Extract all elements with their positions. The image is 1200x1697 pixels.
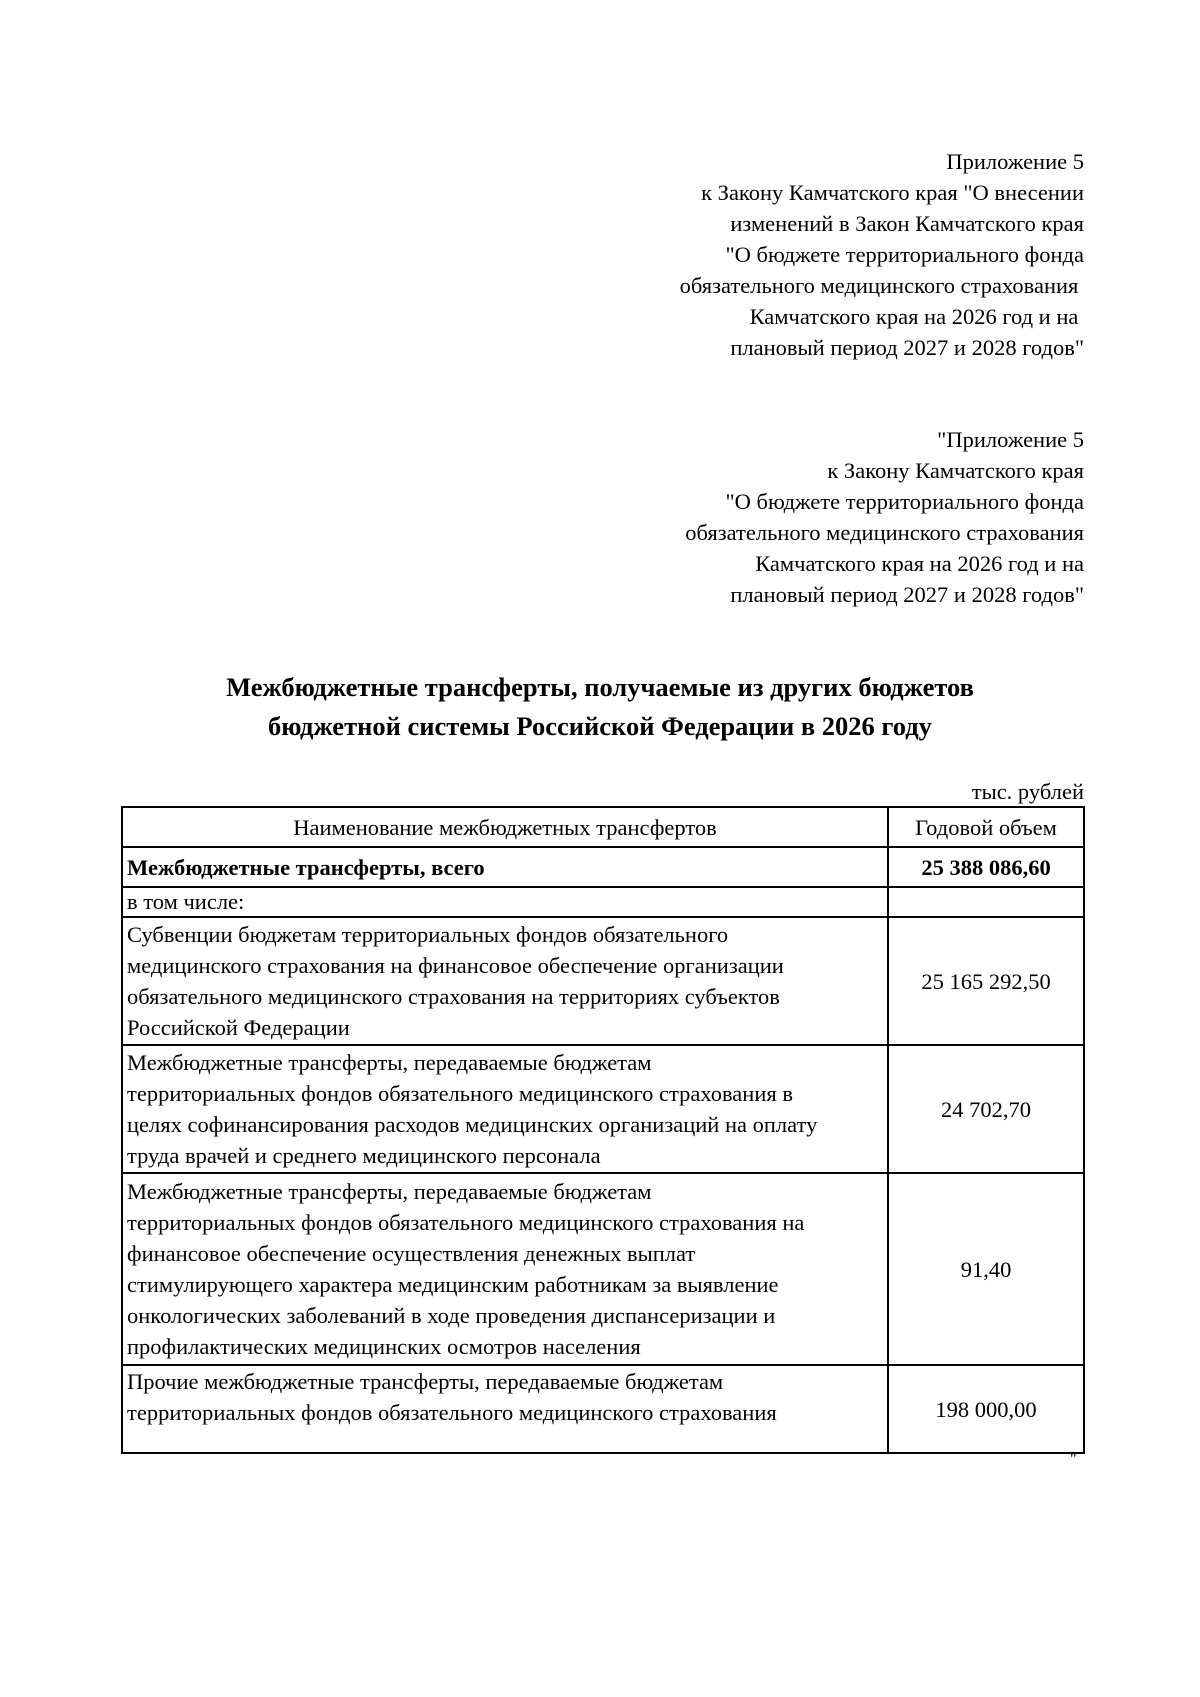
units-label: тыс. рублей bbox=[971, 779, 1084, 804]
table-row bbox=[122, 1173, 1084, 1365]
table-total-row bbox=[122, 847, 1084, 887]
appendix-original-heading bbox=[685, 424, 1084, 610]
heading-line: плановый период 2027 и 2028 годов" bbox=[730, 335, 1084, 360]
cell-line: Межбюджетные трансферты, передаваемые бюджетам bbox=[127, 1050, 652, 1075]
table-row bbox=[122, 1045, 1084, 1173]
heading-line: Приложение 5 bbox=[946, 149, 1084, 174]
table-row bbox=[122, 917, 1084, 1045]
cell-line: финансовое обеспечение осуществления денежных выплат bbox=[127, 1241, 696, 1266]
heading-line: обязательного медицинского страхования bbox=[679, 273, 1084, 298]
title-line: Межбюджетные трансферты, получаемые из других бюджетов bbox=[226, 672, 974, 702]
subheader-cell: в том числе: bbox=[122, 887, 888, 917]
total-name-cell: Межбюджетные трансферты, всего bbox=[122, 847, 888, 887]
row-name-cell bbox=[122, 1365, 888, 1453]
column-header-name: Наименование межбюджетных трансфертов bbox=[122, 807, 888, 847]
heading-line: обязательного медицинского страхования bbox=[685, 520, 1084, 545]
cell-line: профилактических медицинских осмотров населения bbox=[127, 1334, 641, 1359]
heading-line: к Закону Камчатского края bbox=[827, 458, 1084, 483]
title-line: бюджетной системы Российской Федерации в 2026 году bbox=[268, 711, 932, 741]
heading-line: "О бюджете территориального фонда bbox=[725, 242, 1084, 267]
cell-line: целях софинансирования расходов медицинских организаций на оплату bbox=[127, 1112, 818, 1137]
table-header-row bbox=[122, 807, 1084, 847]
cell-line: территориальных фондов обязательного медицинского страхования в bbox=[127, 1081, 793, 1106]
heading-line: Камчатского края на 2026 год и на bbox=[755, 551, 1084, 576]
cell-line: обязательного медицинского страхования на территориях субъектов bbox=[127, 984, 780, 1009]
cell-line: Российской Федерации bbox=[127, 1015, 350, 1040]
cell-line: Субвенции бюджетам территориальных фондов обязательного bbox=[127, 922, 729, 947]
heading-line: изменений в Закон Камчатского края bbox=[730, 211, 1084, 236]
cell-line: труда врачей и среднего медицинского персонала bbox=[127, 1143, 601, 1168]
cell-line: стимулирующего характера медицинским работникам за выявление bbox=[127, 1272, 779, 1297]
cell-line: Прочие межбюджетные трансферты, передаваемые бюджетам bbox=[127, 1369, 724, 1394]
transfers-table bbox=[121, 806, 1085, 1454]
table-row bbox=[122, 1365, 1084, 1453]
appendix-amendment-heading bbox=[680, 146, 1084, 363]
row-value-cell: 25 165 292,50 bbox=[888, 917, 1084, 1045]
row-name-cell bbox=[122, 1045, 888, 1173]
cell-line: медицинского страхования на финансовое обеспечение организации bbox=[127, 953, 784, 978]
subheader-empty-cell bbox=[888, 887, 1084, 917]
heading-line: плановый период 2027 и 2028 годов" bbox=[730, 582, 1084, 607]
heading-line: Камчатского края на 2026 год и на bbox=[749, 304, 1084, 329]
closing-quote-mark: " bbox=[1070, 1451, 1077, 1468]
heading-line: к Закону Камчатского края "О внесении bbox=[701, 180, 1084, 205]
cell-line: Межбюджетные трансферты, передаваемые бюджетам bbox=[127, 1179, 652, 1204]
cell-line: территориальных фондов обязательного медицинского страхования на bbox=[127, 1210, 805, 1235]
row-name-cell bbox=[122, 917, 888, 1045]
row-value-cell: 198 000,00 bbox=[888, 1365, 1084, 1453]
row-value-cell: 24 702,70 bbox=[888, 1045, 1084, 1173]
cell-line: территориальных фондов обязательного медицинского страхования bbox=[127, 1400, 777, 1425]
row-value-cell: 91,40 bbox=[888, 1173, 1084, 1365]
document-title bbox=[0, 668, 1200, 746]
row-name-cell bbox=[122, 1173, 888, 1365]
cell-line: онкологических заболеваний в ходе проведения диспансеризации и bbox=[127, 1303, 776, 1328]
column-header-volume: Годовой объем bbox=[888, 807, 1084, 847]
total-value-cell: 25 388 086,60 bbox=[888, 847, 1084, 887]
table-subheader-row bbox=[122, 887, 1084, 917]
heading-line: "Приложение 5 bbox=[937, 427, 1084, 452]
heading-line: "О бюджете территориального фонда bbox=[725, 489, 1084, 514]
